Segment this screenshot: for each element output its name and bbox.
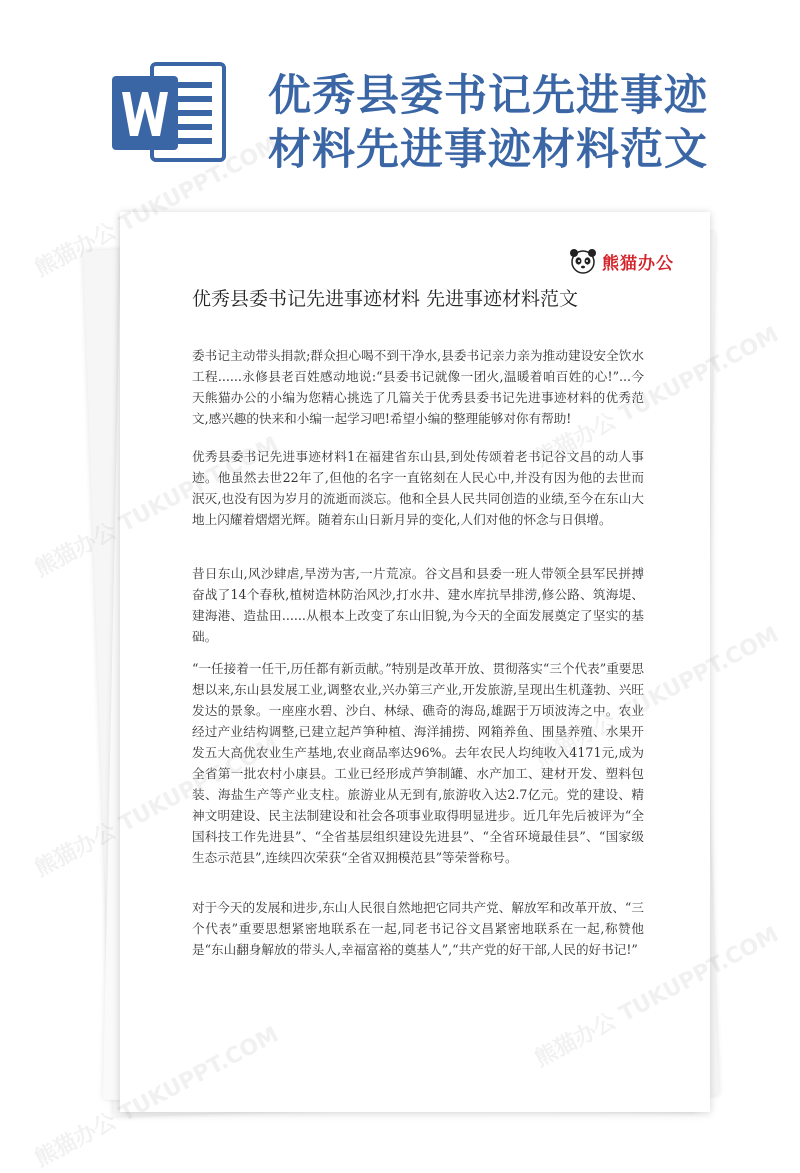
- watermark: 熊猫办公: [30, 518, 121, 583]
- word-document-icon: [110, 58, 232, 168]
- document-page: [120, 212, 710, 1112]
- paragraph-4: “一任接着一任干,历任都有新贡献。”特别是改革开放、贯彻落实“三个代表”重要思想以来,东山县发展工业,调整农业,兴办第三产业,开发旅游,呈现出生机蓬勃、兴旺发达的景象。一座座水碧、沙白、林绿、礁奇的海岛,雄踞于万顷波涛之中。农业经过产业结构调整,已建立起芦笋种植、海洋捕捞、网箱养鱼、围垦养殖、水果开发五大高优农业生产基地,农业商品率达96%。去年农民人均纯收入4171元,成为全省第一批农村小康县。工业已经形成芦笋制罐、水产加工、建材开发、塑料包装、海盐生产等产业支柱。旅游业从无到有,旅游收入达2.7亿元。党的建设、精神文明建设、民主法制建设和社会各项事业取得明显进步。近几年先后被评为“全国科技工作先进县”、“全省基层组织建设先进县”、“全省环境最佳县”、“国家级生态示范县”,连续四次荣获“全省双拥模范县”等荣誉称号。: [192, 661, 644, 865]
- document-title: 优秀县委书记先进事迹材料 先进事迹材料范文: [192, 288, 579, 310]
- brand-logo: [568, 246, 674, 276]
- header-banner: [0, 0, 800, 200]
- brand-logo-text: 熊猫办公: [602, 253, 674, 274]
- paragraph-5: 对于今天的发展和进步,东山人民很自然地把它同共产党、解放军和改革开放、“三个代表”重要思想紧密地联系在一起,同老书记谷文昌紧密地联系在一起,称赞他是“东山翻身解放的带头人,幸福富裕的奠基人”,“共产党的好干部,人民的好书记!”: [192, 900, 644, 957]
- paragraph-3: 昔日东山,风沙肆虐,旱涝为害,一片荒凉。谷文昌和县委一班人带领全县军民拼搏奋战了14个春秋,植树造林防治风沙,打水井、建水库抗旱排涝,修公路、筑海堤、建海港、造盐田......从根本上改变了东山旧貌,为今天的全面发展奠定了坚实的基础。: [192, 566, 644, 644]
- header-title-line-1: 优秀县委书记先进事迹: [268, 71, 708, 121]
- watermark: 熊猫办公: [30, 1108, 121, 1173]
- paragraph-1: 委书记主动带头捐款;群众担心喝不到干净水,县委书记亲力亲为推动建设安全饮水工程......永修县老百姓感动地说:“县委书记就像一团火,温暖着咱百姓的心!”...今天熊猫办公的小编为您精心挑选了几篇关于优秀县委书记先进事迹材料的优秀范文,感兴趣的快来和小编一起学习吧!希望小编的整理能够对你有帮助!: [192, 348, 644, 426]
- paragraph-2: 优秀县委书记先进事迹材料1在福建省东山县,到处传颂着老书记谷文昌的动人事迹。他虽然去世22年了,但他的名字一直铭刻在人民心中,并没有因为他的去世而泯灭,也没有因为岁月的流逝而淡忘。他和全县人民共同创造的业绩,至今在东山大地上闪耀着熠熠光辉。随着东山日新月异的变化,人们对他的怀念与日俱增。: [192, 449, 644, 527]
- header-title-line-2: 材料先进事迹材料范文: [268, 125, 708, 175]
- watermark: 熊猫办公: [30, 818, 121, 883]
- watermark: 熊猫办公 TUKUPPT.COM: [30, 132, 283, 283]
- panda-logo-icon: [568, 246, 598, 276]
